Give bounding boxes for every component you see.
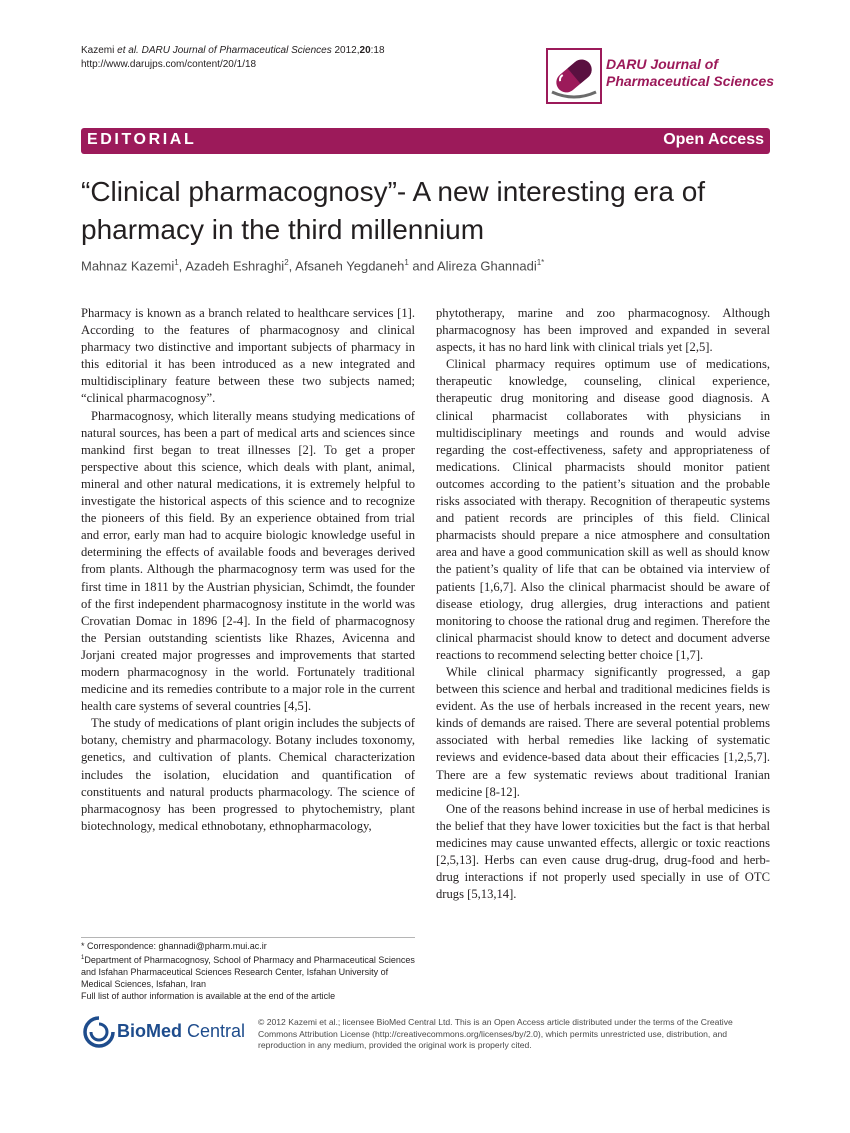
capsule-logo-icon [546,48,602,104]
article-title: “Clinical pharmacognosy”- A new interesting era of pharmacy in the third millennium [81,176,706,245]
body-paragraph: The study of medications of plant origin includes the subjects of botany, chemistry and pharmacology. Botany includes toxonomy, genetics, and cultivation of plants. Chemical characterization includes the isolation, elucidation and quantification of constituents and natural products pharmacology. The science of pharmacognosy has been progressed to phytochemistry, plant biotechnology, medical ethnobotany, ethnopharmacology, [81,716,415,833]
body-paragraph: One of the reasons behind increase in use of herbal medicines is the belief that they have lower toxicities but the fact is that herbal medicines may cause unwanted effects, allergic or toxic reactions [2,5,13]. Herbs can even cause drug-drug, drug-food and herb-drug interactions if not properly used specially in use of OTC drugs [5,13,14]. [436,801,770,902]
full-list-note: Full list of author information is available at the end of the article [81,991,336,1001]
author: Azadeh Eshraghi [185,258,285,274]
author: Afsaneh Yegdaneh [295,258,405,274]
license-statement: © 2012 Kazemi et al.; licensee BioMed Central Ltd. This is an Open Access article distributed under the terms of the Creative Commons Attribution License (http://creativecommons.org/licenses/by/2.0), which permits unrestricted use, distribution, and reproduction in any medium, provided the original work is properly cited. [258,1017,733,1050]
author-affiliation: 2 [284,258,289,267]
correspondence-note: * Correspondence: ghannadi@pharm.mui.ac.ir [81,941,267,951]
open-access-label: Open Access [663,131,764,148]
article-url[interactable]: http://www.darujps.com/content/20/1/18 [81,59,257,70]
body-paragraph: phytotherapy, marine and zoo pharmacognosy. Although pharmacognosy has been improved and expanded in several aspects, it has no hard link with clinical trials yet [2,5]. [436,306,770,355]
body-column-right [436,305,770,903]
article-type-label: EDITORIAL [87,131,197,148]
author-affiliation: 1 [174,258,179,267]
author-affiliation: 1 [404,258,409,267]
running-header [81,44,385,72]
footnote-divider [81,937,415,938]
author: Alireza Ghannadi [437,258,537,274]
author: Mahnaz Kazemi [81,258,175,274]
citation-line: Kazemi et al. DARU Journal of Pharmaceutical Sciences 2012,20:18 [81,45,385,56]
daru-journal-logo: DARU Journal of Pharmaceutical Sciences [546,48,776,104]
body-paragraph: Pharmacy is known as a branch related to healthcare services [1]. According to the features of pharmacognosy and clinical pharmacy two distinctive and important subjects of pharmacy in this editorial it has been introduced as a new integrated and multidisciplinary feature between these two subjects named; “clinical pharmacognosy”. [81,306,415,406]
biomed-swirl-icon [81,1014,117,1050]
affiliation-note: $^1$Department of Pharmacognosy, School of Pharmacy and Pharmaceutical Sciences and Isfahan Pharmaceutical Sciences Research Center, Isfahan University of Medical Sciences, Isfahan, Iran [81,955,415,989]
author-affiliation: 1* [536,258,545,267]
footnotes [81,940,415,1002]
body-paragraph: While clinical pharmacy significantly progressed, a gap between this science and herbal and traditional medicines fields is evident. As the use of herbals increased in the recent years, new kinds of demands are raised. There are several potential problems associated with herbal remedies like lacking of systematic reviews and evidence-based data about their efficacies [1,2,5,7]. There are a few systematic reviews about traditional Iranian medicine [8-12]. [436,664,770,799]
author-list: Mahnaz Kazemi$^1$, Azadeh Eshraghi$^2$, Afsaneh Yegdaneh$^1$ and Alireza Ghannadi$^{1*}$ [81,258,545,274]
body-paragraph: Clinical pharmacy requires optimum use of medications, therapeutic knowledge, counseling, clinical experience, therapeutic drug monitoring and disease good diagnosis. A clinical pharmacist collaborates with physicians in multidisciplinary meetings and rounds and would advise regarding the cost-effectiveness, safety and appropriateness of medications. Clinical pharmacists should monitor patient outcomes according to the patient’s situation and the probable risks associated with therapy. Recognition of therapeutic systems and patient records are principles of this field. Clinical pharmacists should prepare a nice atmosphere and consultation area and have a good communication skill as well as should know the patient’s quality of life that can be obtained via interview of patients [1,6,7]. Also the clinical pharmacist should be aware of disease etiology, drug allergies, drug interactions and patient monitoring to choose the rational drug and regimen. Therefore the clinical pharmacist should know to detect and document adverse reactions to recommend selecting better choice [1,7]. [436,357,770,662]
biomed-central-logo: BioMed Central [81,1014,251,1054]
article-type-banner [81,128,770,154]
body-paragraph: Pharmacognosy, which literally means studying medications of natural sources, has been a part of medical arts and sciences since mankind first began to treat illnesses [2]. To get a proper perspective about this science, which deals with plant, animal, mineral and other natural medications, it is extremely helpful to investigate the historical aspects of this science and to recognize the pioneers of this field. By an experience obtained from trial and error, early man had to acquire biologic knowledge useful in determining the effects of available foods and beverages derived from plants. Although the pharmacognosy term was used for the first time in 1811 by the Austrian physician, Schimdt, the founder of the first independent pharmacognosy institute in the world was Crovatian Domac in 1896 [2-4]. In the field of pharmacognosy the Persian outstanding scientists like Rhazes, Avicenna and Jorjani created major progresses and improvements that started modern pharmacognosy in the world. Fortunately traditional medicine and its remedies contribute to a major role in the current health care systems of several countries [4,5]. [81,408,415,714]
body-column-left [81,305,415,835]
